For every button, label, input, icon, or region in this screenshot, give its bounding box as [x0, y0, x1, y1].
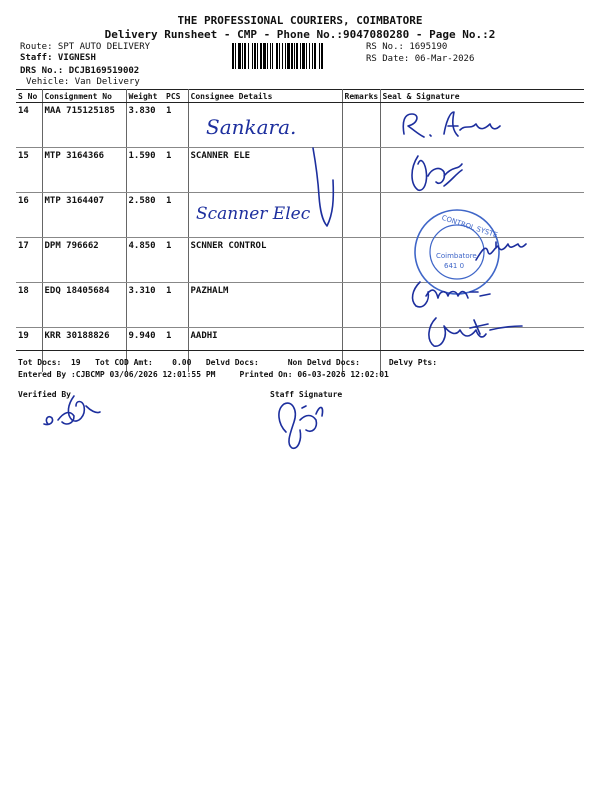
cell-consignment: MTP 3164407 — [42, 193, 126, 238]
cell-sno: 19 — [16, 328, 42, 373]
bracket-stroke — [313, 148, 333, 226]
signature-row14 — [403, 112, 500, 137]
rs-number: RS No.: 1695190 — [366, 42, 448, 52]
verified-by-signature — [44, 396, 100, 425]
col-header-consignment: Consignment No — [42, 90, 126, 103]
cell-consignee: SCANNER ELE — [188, 148, 342, 193]
cell-consignment: KRR 30188826 — [42, 328, 126, 373]
signature-row15 — [412, 156, 462, 190]
cell-consignee: AADHI — [188, 328, 342, 373]
cell-consignment: EDQ 18405684 — [42, 283, 126, 328]
route-label: Route: SPT AUTO DELIVERY — [20, 42, 151, 52]
cell-weight: 1.590 — [126, 148, 164, 193]
entered-by-line: Entered By :CJBCMP 03/06/2026 12:01:55 PM Printed On: 06-03-2026 12:02:01 — [18, 370, 389, 379]
staff-signature-label: Staff Signature — [270, 390, 343, 399]
cell-pcs: 1 — [164, 283, 188, 328]
cell-sno: 16 — [16, 193, 42, 238]
vehicle-label: Vehicle: Van Delivery — [26, 77, 140, 87]
cell-consignment: MAA 715125185 — [42, 103, 126, 148]
verified-by-label: Verified By — [18, 390, 71, 399]
handwritten-consignee-16: Scanner Elec — [196, 204, 311, 224]
cell-consignee: SCNNER CONTROL — [188, 238, 342, 283]
staff-label: Staff: VIGNESH — [20, 53, 96, 63]
cell-consignment: DPM 796662 — [42, 238, 126, 283]
cell-sno: 18 — [16, 283, 42, 328]
stamp-city-text: Coimbatore — [436, 252, 477, 260]
drs-number: DRS No.: DCJB169519002 — [20, 66, 140, 76]
col-header-weight: Weight — [126, 90, 164, 103]
cell-pcs: 1 — [164, 193, 188, 238]
col-header-remarks: Remarks — [342, 90, 380, 103]
cell-weight: 9.940 — [128, 331, 156, 341]
company-title: THE PROFESSIONAL COURIERS, COIMBATORE — [177, 14, 423, 27]
col-header-consignee: Consignee Details — [188, 90, 342, 103]
cell-consignee: PAZHALM — [188, 283, 342, 328]
cell-pcs: 1 — [164, 148, 188, 193]
cell-pcs: 1 — [164, 328, 188, 373]
stamp-top-text: CONTROL SYSTE — [440, 213, 499, 240]
cell-consignment: MTP 3164366 — [42, 148, 126, 193]
stamp-pin-text: 641 0 — [444, 262, 465, 270]
cell-weight: 3.310 — [126, 283, 164, 328]
rs-date: RS Date: 06-Mar-2026 — [366, 54, 475, 64]
cell-weight: 4.850 — [126, 238, 164, 283]
handwritten-consignee-14: Sankara. — [206, 115, 297, 139]
cell-pcs: 1 — [164, 238, 188, 283]
cell-sno: 17 — [16, 238, 42, 283]
totals-line: Tot Docs: 19 Tot COD Amt: 0.00 Delvd Docs: Non Delvd Docs: Delvy Pts: — [18, 358, 438, 367]
cell-sno: 15 — [16, 148, 42, 193]
signature-row19 — [429, 318, 522, 346]
cell-pcs: 1 — [164, 103, 188, 148]
col-header-pcs: PCS — [164, 90, 188, 103]
col-header-sno: S No — [16, 90, 42, 103]
col-header-signature: Seal & Signature — [380, 90, 584, 103]
cell-weight: 3.830 — [126, 103, 164, 148]
runsheet-title: Delivery Runsheet - CMP - Phone No.:9047080280 - Page No.:2 — [104, 28, 496, 41]
staff-signature — [279, 403, 323, 448]
cell-weight: 2.580 — [126, 193, 164, 238]
cell-sno: 14 — [16, 103, 42, 148]
signature-row18 — [413, 282, 490, 307]
